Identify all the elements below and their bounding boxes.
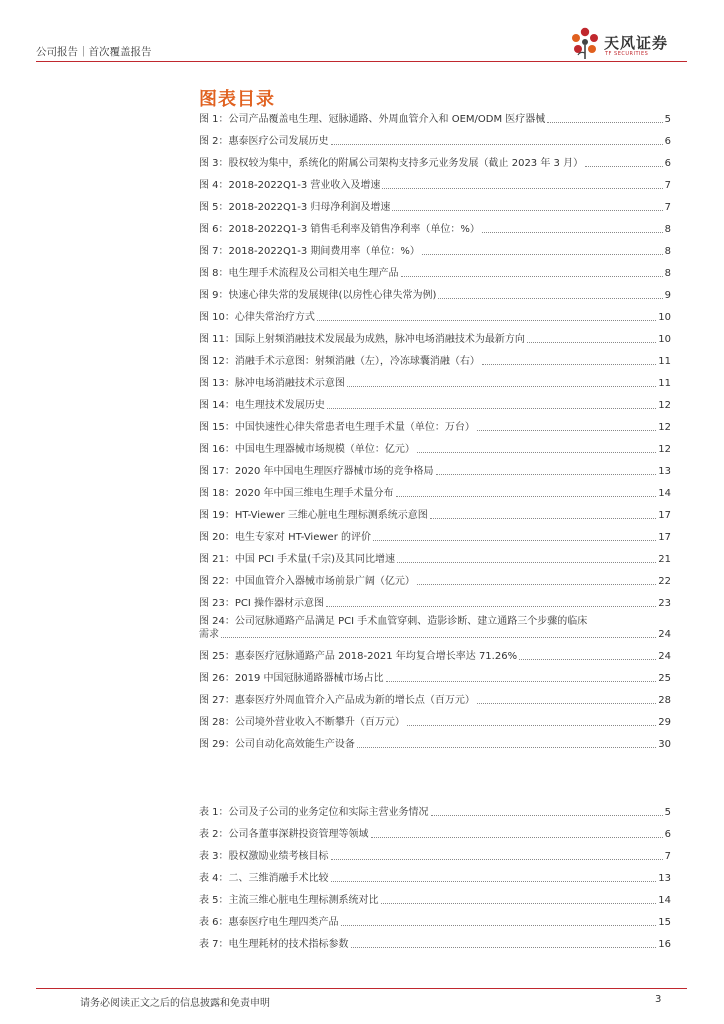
entry-label: 表 3：股权激励业绩考核目标 — [199, 851, 329, 862]
report-type-label: 公司报告｜首次覆盖报告 — [36, 46, 152, 58]
leader-dots — [527, 342, 656, 343]
leader-dots — [430, 518, 656, 519]
entry-page: 8 — [664, 246, 671, 257]
toc-entry-fig26[interactable] — [199, 672, 671, 685]
entry-page: 8 — [664, 268, 671, 279]
tf-securities-logo — [569, 24, 689, 62]
entry-label: 图 4：2018-2022Q1-3 营业收入及增速 — [199, 180, 381, 191]
toc-entry-fig15[interactable] — [199, 421, 671, 434]
entry-label: 表 4：二、三维消融手术比较 — [199, 873, 329, 884]
leader-dots — [547, 122, 662, 123]
flower-logo-icon — [569, 26, 601, 60]
entry-page: 24 — [658, 651, 671, 662]
entry-page: 11 — [658, 356, 671, 367]
leader-dots — [436, 474, 657, 475]
entry-label: 图 6：2018-2022Q1-3 销售毛利率及销售净利率（单位：%） — [199, 224, 480, 235]
toc-title: 图表目录 — [199, 89, 275, 110]
entry-label: 图 7：2018-2022Q1-3 期间费用率（单位：%） — [199, 246, 420, 257]
entry-page: 13 — [658, 873, 671, 884]
entry-label: 表 1：公司及子公司的业务定位和实际主营业务情况 — [199, 807, 429, 818]
toc-entry-fig10[interactable] — [199, 311, 671, 324]
entry-label: 图 9：快速心律失常的发展规律(以房性心律失常为例) — [199, 290, 437, 301]
leader-dots — [371, 837, 663, 838]
toc-entry-fig14[interactable] — [199, 399, 671, 412]
entry-page: 17 — [658, 532, 671, 543]
leader-dots — [341, 925, 657, 926]
entry-page: 12 — [658, 422, 671, 433]
entry-page: 12 — [658, 400, 671, 411]
toc-entry-table2[interactable] — [199, 828, 671, 841]
leader-dots — [407, 725, 656, 726]
entry-label: 图 16：中国电生理器械市场规模（单位：亿元） — [199, 444, 415, 455]
logo-en-name: TF SECURITIES — [605, 51, 649, 57]
entry-label: 图 23：PCI 操作器材示意图 — [199, 598, 325, 609]
page-number: 3 — [655, 994, 662, 1005]
leader-dots — [519, 659, 656, 660]
entry-label: 图 17：2020 年中国电生理医疗器械市场的竞争格局 — [199, 466, 434, 477]
entry-page: 6 — [664, 136, 671, 147]
toc-entry-fig22[interactable] — [199, 575, 671, 588]
toc-entry-fig13[interactable] — [199, 377, 671, 390]
logo-name: 天风证券 — [604, 34, 669, 52]
leader-dots — [482, 232, 663, 233]
entry-page: 11 — [658, 378, 671, 389]
entry-label: 图 19：HT-Viewer 三维心脏电生理标测系统示意图 — [199, 510, 428, 521]
entry-label: 图 2：惠泰医疗公司发展历史 — [199, 136, 329, 147]
toc-entry-table3[interactable] — [199, 850, 671, 863]
leader-dots — [392, 210, 662, 211]
leader-dots — [317, 320, 656, 321]
entry-page: 24 — [658, 629, 671, 640]
toc-entry-table5[interactable] — [199, 894, 671, 907]
entry-label: 图 27：惠泰医疗外周血管介入产品成为新的增长点（百万元） — [199, 695, 475, 706]
leader-dots — [331, 144, 663, 145]
entry-page: 14 — [658, 488, 671, 499]
toc-entry-fig29[interactable] — [199, 738, 671, 751]
leader-dots — [326, 606, 656, 607]
toc-entry-fig27[interactable] — [199, 694, 671, 707]
leader-dots — [422, 254, 663, 255]
entry-label: 图 26：2019 中国冠脉通路器械市场占比 — [199, 673, 384, 684]
entry-label: 图 11：国际上射频消融技术发展最为成熟，脉冲电场消融技术为最新方向 — [199, 334, 525, 345]
leader-dots — [397, 562, 656, 563]
entry-page: 6 — [664, 829, 671, 840]
leader-dots — [221, 637, 656, 638]
leader-dots — [347, 386, 656, 387]
entry-label: 图 28：公司境外营业收入不断攀升（百万元） — [199, 717, 405, 728]
entry-label: 表 2：公司各董事深耕投资管理等领域 — [199, 829, 369, 840]
toc-entry-fig11[interactable] — [199, 333, 671, 346]
footer-disclaimer: 请务必阅读正文之后的信息披露和免责申明 — [80, 998, 270, 1009]
entry-page: 16 — [658, 939, 671, 950]
entry-page: 22 — [658, 576, 671, 587]
entry-label: 图 22：中国血管介入器械市场前景广阔（亿元） — [199, 576, 415, 587]
leader-dots — [386, 681, 657, 682]
leader-dots — [417, 584, 656, 585]
entry-label: 图 1：公司产品覆盖电生理、冠脉通路、外周血管介入和 OEM/ODM 医疗器械 — [199, 114, 546, 125]
leader-dots — [396, 496, 657, 497]
entry-label: 图 15：中国快速性心律失常患者电生理手术量（单位：万台） — [199, 422, 475, 433]
leader-dots — [327, 408, 656, 409]
entry-page: 15 — [658, 917, 671, 928]
entry-label: 图 3：股权较为集中，系统化的附属公司架构支持多元业务发展（截止 2023 年 3 月） — [199, 158, 584, 169]
leader-dots — [438, 298, 662, 299]
toc-entry-fig8[interactable] — [199, 267, 671, 280]
entry-page: 13 — [658, 466, 671, 477]
entry-page: 17 — [658, 510, 671, 521]
entry-page: 28 — [658, 695, 671, 706]
leader-dots — [417, 452, 656, 453]
toc-entry-fig16[interactable] — [199, 443, 671, 456]
toc-entry-fig9[interactable] — [199, 289, 671, 302]
entry-page: 29 — [658, 717, 671, 728]
entry-label-line2: 需求 — [199, 629, 219, 640]
toc-entry-fig25[interactable] — [199, 650, 671, 663]
entry-label: 图 21：中国 PCI 手术量(千宗)及其同比增速 — [199, 554, 396, 565]
entry-label: 图 14：电生理技术发展历史 — [199, 400, 325, 411]
entry-label: 图 13：脉冲电场消融技术示意图 — [199, 378, 345, 389]
entry-page: 5 — [664, 807, 671, 818]
entry-page: 7 — [664, 851, 671, 862]
entry-label: 图 5：2018-2022Q1-3 归母净利润及增速 — [199, 202, 391, 213]
toc-entry-table1[interactable] — [199, 806, 671, 819]
entry-page: 23 — [658, 598, 671, 609]
toc-entry-fig2[interactable] — [199, 135, 671, 148]
toc-entry-fig5[interactable] — [199, 201, 671, 214]
entry-page: 14 — [658, 895, 671, 906]
leader-dots — [477, 430, 656, 431]
toc-entry-fig28[interactable] — [199, 716, 671, 729]
toc-entry-fig12[interactable] — [199, 355, 671, 368]
entry-label: 图 10：心律失常治疗方式 — [199, 312, 315, 323]
entry-page: 12 — [658, 444, 671, 455]
toc-entry-fig20[interactable] — [199, 531, 671, 544]
toc-entry-fig18[interactable] — [199, 487, 671, 500]
leader-dots — [431, 815, 663, 816]
leader-dots — [382, 188, 662, 189]
entry-label: 图 12：消融手术示意图：射频消融（左），冷冻球囊消融（右） — [199, 356, 480, 367]
entry-label: 表 7：电生理耗材的技术指标参数 — [199, 939, 349, 950]
footer-divider — [36, 988, 687, 989]
entry-page: 30 — [658, 739, 671, 750]
entry-page: 7 — [664, 202, 671, 213]
toc-entry-fig24[interactable] — [199, 615, 671, 641]
entry-page: 21 — [658, 554, 671, 565]
toc-entry-fig3[interactable] — [199, 157, 671, 170]
toc-entry-fig19[interactable] — [199, 509, 671, 522]
leader-dots — [331, 881, 657, 882]
toc-entry-fig21[interactable] — [199, 553, 671, 566]
toc-entry-fig23[interactable] — [199, 597, 671, 610]
entry-page: 7 — [664, 180, 671, 191]
entry-label: 图 18：2020 年中国三维电生理手术量分布 — [199, 488, 394, 499]
entry-label: 表 6：惠泰医疗电生理四类产品 — [199, 917, 339, 928]
leader-dots — [482, 364, 656, 365]
entry-page: 10 — [658, 312, 671, 323]
entry-page: 25 — [658, 673, 671, 684]
toc-entry-fig17[interactable] — [199, 465, 671, 478]
toc-entry-table6[interactable] — [199, 916, 671, 929]
entry-page: 8 — [664, 224, 671, 235]
entry-page: 10 — [658, 334, 671, 345]
entry-label: 表 5：主流三维心脏电生理标测系统对比 — [199, 895, 379, 906]
entry-label: 图 29：公司自动化高效能生产设备 — [199, 739, 355, 750]
toc-entry-table7[interactable] — [199, 938, 671, 951]
leader-dots — [381, 903, 657, 904]
toc-entry-fig7[interactable] — [199, 245, 671, 258]
leader-dots — [477, 703, 656, 704]
entry-page: 5 — [664, 114, 671, 125]
entry-page: 6 — [664, 158, 671, 169]
toc-entry-fig1[interactable] — [199, 113, 671, 126]
entry-label: 图 20：电生专家对 HT-Viewer 的评价 — [199, 532, 371, 543]
toc-entry-table4[interactable] — [199, 872, 671, 885]
leader-dots — [373, 540, 656, 541]
leader-dots — [357, 747, 656, 748]
toc-entry-fig6[interactable] — [199, 223, 671, 236]
leader-dots — [351, 947, 657, 948]
entry-label-line1: 图 24：公司冠脉通路产品满足 PCI 手术血管穿刺、造影诊断、建立通路三个步骤的临床 — [199, 616, 588, 627]
leader-dots — [401, 276, 663, 277]
entry-page: 9 — [664, 290, 671, 301]
leader-dots — [585, 166, 663, 167]
leader-dots — [331, 859, 663, 860]
entry-label: 图 25：惠泰医疗冠脉通路产品 2018-2021 年均复合增长率达 71.26% — [199, 651, 518, 662]
toc-entry-fig4[interactable] — [199, 179, 671, 192]
entry-label: 图 8：电生理手术流程及公司相关电生理产品 — [199, 268, 399, 279]
